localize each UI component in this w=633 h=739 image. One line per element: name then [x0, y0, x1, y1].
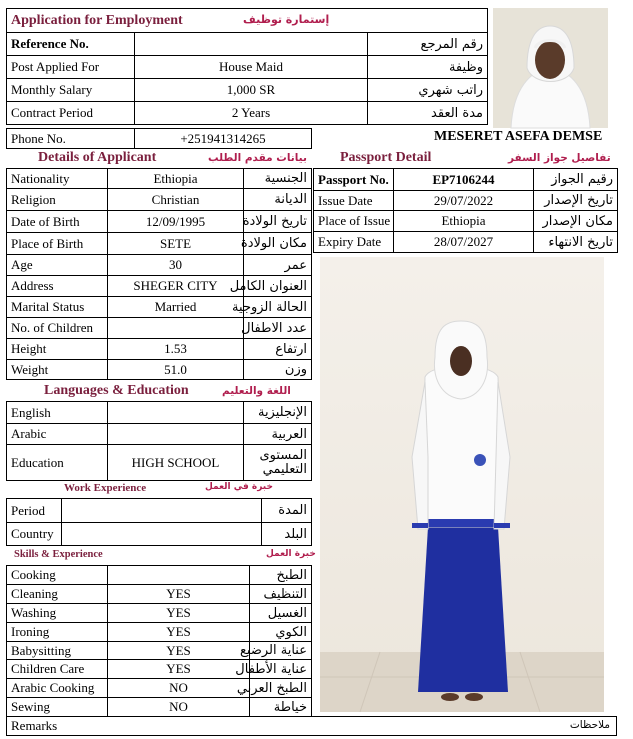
label: Issue Date — [314, 191, 394, 211]
remarks-table — [6, 716, 617, 736]
label-arabic: مكان الولادة — [244, 233, 312, 255]
form-title-arabic: إستمارة توظيف — [243, 13, 330, 26]
label-arabic: الكوي — [250, 623, 312, 642]
remarks-label-arabic: ملاحظات — [569, 719, 610, 731]
label-arabic: الديانة — [244, 189, 312, 211]
skill-row — [7, 623, 312, 642]
languages-title: Languages & Education — [44, 383, 189, 398]
value — [108, 566, 250, 585]
detail-row — [7, 211, 312, 233]
phone-value: +251941314265 — [135, 129, 312, 149]
label-arabic: الحالة الزوجية — [244, 297, 312, 318]
label-arabic: وزن — [244, 360, 312, 380]
skills-title-arabic: خبرة العمل — [266, 549, 316, 559]
label: Religion — [7, 189, 108, 211]
value: 29/07/2022 — [394, 191, 534, 211]
label-arabic: التنظيف — [250, 585, 312, 604]
work-table — [6, 498, 312, 546]
label-arabic: خياطة — [250, 698, 312, 717]
skill-row — [7, 660, 312, 679]
languages-title-arabic: اللغة والتعليم — [222, 385, 291, 397]
label: Marital Status — [7, 297, 108, 318]
language-row — [7, 402, 312, 424]
label: Contract Period — [7, 102, 135, 125]
value: YES — [108, 660, 250, 679]
label-arabic: ارتفاع — [244, 339, 312, 360]
label-arabic: المدة — [262, 499, 312, 523]
education-row — [7, 445, 312, 481]
label-arabic: تاريخ الإصدار — [534, 191, 618, 211]
detail-row — [7, 233, 312, 255]
skill-row — [7, 566, 312, 585]
title-cell — [7, 9, 488, 33]
passport-table — [313, 168, 618, 253]
label-arabic: عناية الرضيع — [250, 642, 312, 660]
languages-table — [6, 401, 312, 481]
value: 51.0 — [108, 360, 244, 380]
value — [108, 424, 244, 445]
value: NO — [108, 698, 250, 717]
work-title-arabic: خبرة في العمل — [205, 482, 273, 492]
detail-row — [7, 169, 312, 189]
label-arabic: رقم المرجع — [368, 33, 488, 56]
label: Address — [7, 276, 108, 297]
label-arabic: رقيم الجواز — [534, 169, 618, 191]
applicant-name: MESERET ASEFA DEMSE — [434, 129, 603, 144]
label-arabic: المستوى التعليمي — [244, 445, 312, 481]
passport-row — [314, 211, 618, 232]
label: Period — [7, 499, 62, 523]
label-arabic: تاريخ الولادة — [244, 211, 312, 233]
label: Weight — [7, 360, 108, 380]
headshot-illustration — [493, 8, 608, 128]
work-row — [7, 523, 312, 546]
value — [62, 499, 262, 523]
label-arabic: البلد — [262, 523, 312, 546]
label: Nationality — [7, 169, 108, 189]
label: Cooking — [7, 566, 108, 585]
employment-header-table — [6, 8, 488, 125]
skill-row — [7, 604, 312, 623]
label: Expiry Date — [314, 232, 394, 253]
label-arabic: عناية الأطفال — [250, 660, 312, 679]
value: Ethiopia — [108, 169, 244, 189]
full-body-photo — [320, 257, 604, 712]
label: Arabic — [7, 424, 108, 445]
full-body-illustration — [320, 257, 604, 712]
label: Height — [7, 339, 108, 360]
label: Monthly Salary — [7, 79, 135, 102]
reference-row — [7, 33, 488, 56]
skill-row — [7, 698, 312, 717]
detail-row — [7, 276, 312, 297]
value: Married — [108, 297, 244, 318]
value: 28/07/2027 — [394, 232, 534, 253]
remarks-cell — [7, 717, 617, 736]
label: Children Care — [7, 660, 108, 679]
label: Sewing — [7, 698, 108, 717]
label-arabic: الإنجليزية — [244, 402, 312, 424]
label-arabic: مكان الإصدار — [534, 211, 618, 232]
skills-title: Skills & Experience — [14, 549, 103, 560]
label: Washing — [7, 604, 108, 623]
work-row — [7, 499, 312, 523]
salary-row — [7, 79, 488, 102]
label-arabic: وظيفة — [368, 56, 488, 79]
label: Country — [7, 523, 62, 546]
label: No. of Children — [7, 318, 108, 339]
label: Passport No. — [314, 169, 394, 191]
label: Education — [7, 445, 108, 481]
value: SHEGER CITY — [108, 276, 244, 297]
skill-row — [7, 679, 312, 698]
remarks-label: Remarks — [11, 718, 58, 733]
details-table — [6, 168, 312, 380]
label: Date of Birth — [7, 211, 108, 233]
label-arabic: الغسيل — [250, 604, 312, 623]
label-arabic: الطبخ العربي — [250, 679, 312, 698]
detail-row — [7, 255, 312, 276]
value: 1.53 — [108, 339, 244, 360]
label: Cleaning — [7, 585, 108, 604]
label-arabic: الجنسية — [244, 169, 312, 189]
value: 12/09/1995 — [108, 211, 244, 233]
label-arabic: العربية — [244, 424, 312, 445]
detail-row — [7, 318, 312, 339]
value: House Maid — [135, 56, 368, 79]
work-title: Work Experience — [64, 482, 147, 494]
skill-row — [7, 642, 312, 660]
label: Place of Issue — [314, 211, 394, 232]
value — [62, 523, 262, 546]
value: Christian — [108, 189, 244, 211]
value: 2 Years — [135, 102, 368, 125]
value — [108, 402, 244, 424]
label: English — [7, 402, 108, 424]
passport-row — [314, 191, 618, 211]
value: HIGH SCHOOL — [108, 445, 244, 481]
passport-title-arabic: تفاصيل جواز السفر — [508, 152, 611, 164]
value: YES — [108, 585, 250, 604]
value — [135, 33, 368, 56]
phone-label: Phone No. — [7, 129, 135, 149]
label: Reference No. — [7, 33, 135, 56]
value: EP7106244 — [394, 169, 534, 191]
label: Place of Birth — [7, 233, 108, 255]
language-row — [7, 424, 312, 445]
detail-row — [7, 297, 312, 318]
value: 1,000 SR — [135, 79, 368, 102]
detail-row — [7, 189, 312, 211]
detail-row — [7, 339, 312, 360]
value: YES — [108, 642, 250, 660]
phone-table — [6, 128, 312, 149]
form-title: Application for Employment — [11, 13, 183, 28]
passport-row — [314, 232, 618, 253]
label-arabic: عمر — [244, 255, 312, 276]
value: 30 — [108, 255, 244, 276]
label: Post Applied For — [7, 56, 135, 79]
contract-row — [7, 102, 488, 125]
passport-title: Passport Detail — [340, 150, 432, 165]
value: Ethiopia — [394, 211, 534, 232]
label-arabic: عدد الاطفال — [244, 318, 312, 339]
value: NO — [108, 679, 250, 698]
headshot-photo — [493, 8, 608, 128]
label: Babysitting — [7, 642, 108, 660]
label: Ironing — [7, 623, 108, 642]
skill-row — [7, 585, 312, 604]
label: Arabic Cooking — [7, 679, 108, 698]
details-title-arabic: بيانات مقدم الطلب — [208, 152, 307, 164]
skills-table — [6, 565, 312, 717]
label-arabic: العنوان الكامل — [244, 276, 312, 297]
details-title: Details of Applicant — [38, 150, 157, 165]
post-row — [7, 56, 488, 79]
label-arabic: تاريخ الانتهاء — [534, 232, 618, 253]
value — [108, 318, 244, 339]
value: YES — [108, 623, 250, 642]
passport-row — [314, 169, 618, 191]
value: SETE — [108, 233, 244, 255]
label-arabic: الطبخ — [250, 566, 312, 585]
label-arabic: مدة العقد — [368, 102, 488, 125]
detail-row — [7, 360, 312, 380]
value: YES — [108, 604, 250, 623]
label-arabic: راتب شهري — [368, 79, 488, 102]
label: Age — [7, 255, 108, 276]
